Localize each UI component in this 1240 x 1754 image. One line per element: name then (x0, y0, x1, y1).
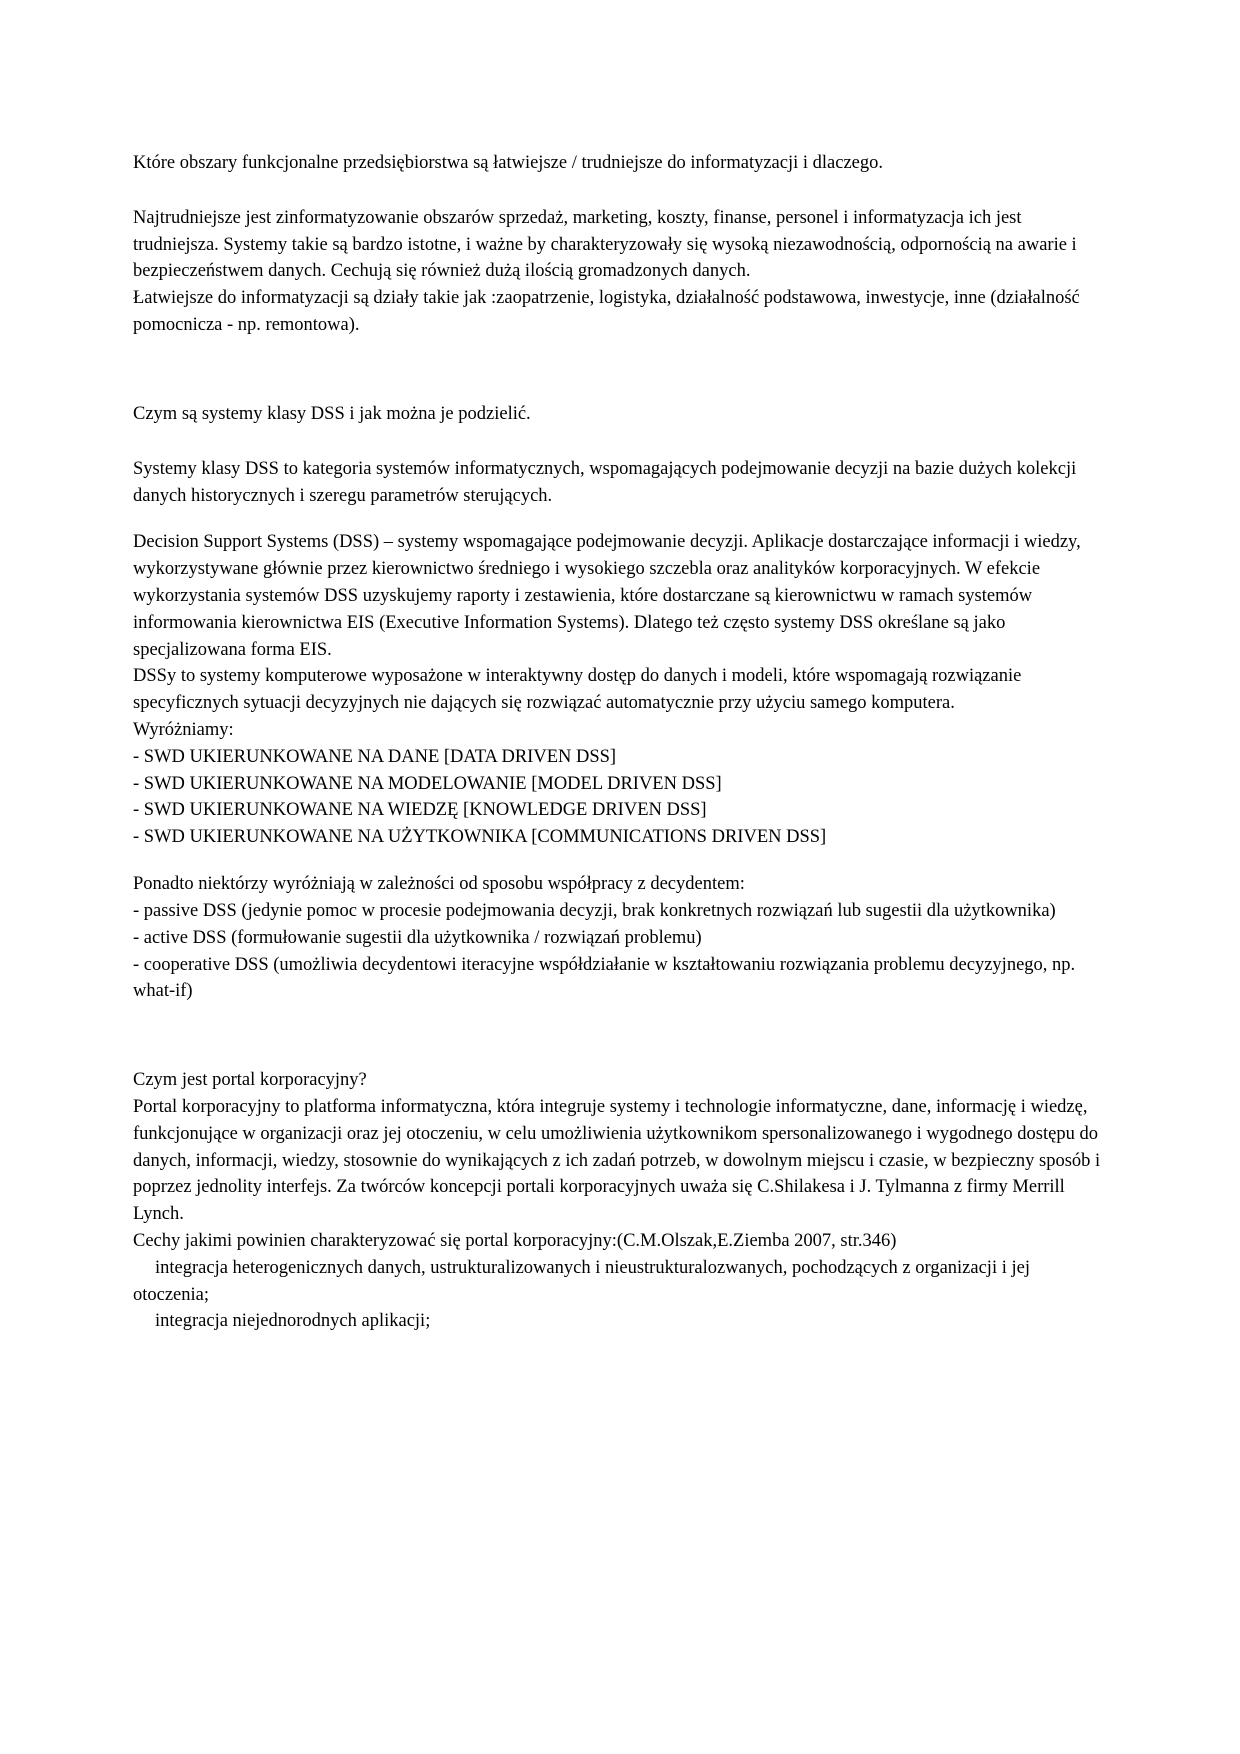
document-body (133, 150, 1110, 1335)
section-heading-dss: Czym są systemy klasy DSS i jak można je podzielić. (133, 403, 531, 424)
paragraph-dss-detail: Decision Support Systems (DSS) – systemy wspomagające podejmowanie decyzji. Aplikacje dostarczające informacji i wiedzy, wykorzystywane głównie przez kierownictwo średniego i wysokiego szczebla oraz analityków korporacyjnych. W efekcie wykorzystania systemów DSS uzyskujemy raporty i zestawienia, które dostarczane są kierownictwu w ramach systemów informowania kierownictwa EIS (Executive Information Systems). Dlatego też często systemy DSS określane są jako specjalizowana forma EIS. (133, 532, 1081, 660)
section-heading-functional-areas: Które obszary funkcjonalne przedsiębiorstwa są łatwiejsze / trudniejsze do informatyzacji i dlaczego. (133, 153, 883, 173)
list-item: integracja heterogenicznych danych, ustrukturalizowanych i nieustrukturalozwanych, pochodzących z organizacji i jej otoczenia; (133, 1257, 1030, 1305)
list-item: - SWD UKIERUNKOWANE NA UŻYTKOWNIKA [COMMUNICATIONS DRIVEN DSS] (133, 827, 827, 848)
list-item: - passive DSS (jedynie pomoc w procesie podejmowania decyzji, brak konkretnych rozwiązań lub sugestii dla użytkownika) (133, 900, 1056, 921)
list-item: - SWD UKIERUNKOWANE NA WIEDZĘ [KNOWLEDGE DRIVEN DSS] (133, 800, 707, 821)
paragraph-portal-definition: Portal korporacyjny to platforma informatyczna, która integruje systemy i technologie informatyczne, dane, informację i wiedzę, funkcjonujące w organizacji oraz jej otoczeniu, w celu umożliwienia użytkownikom spersonalizowanego i wygodnego dostępu do danych, informacji, wiedzy, stosownie do wynikających z ich zadań potrzeb, w dowolnym miejscu i czasie, w bezpieczny sposób i poprzez jednolity interfejs. Za twórców koncepcji portali korporacyjnych uważa się C.Shilakesa i J. Tylmanna z firmy Merrill Lynch. (133, 1096, 1101, 1225)
paragraph-dss-definition: Systemy klasy DSS to kategoria systemów informatycznych, wspomagających podejmowanie decyzji na bazie dużych kolekcji danych historycznych i szeregu parametrów sterujących. (133, 458, 1077, 506)
paragraph-portal-features-intro: Cechy jakimi powinien charakteryzować się portal korporacyjny:(C.M.Olszak,E.Ziemba 2007, str.346) (133, 1231, 897, 1251)
label-wyrozniamy: Wyróżniamy: (133, 720, 234, 740)
paragraph-dss-systems: DSSy to systemy komputerowe wyposażone w interaktywny dostęp do danych i modeli, które wspomagają rozwiązanie specyficznych sytuacji decyzyjnych nie dających się rozwiązać automatycznie przy użyciu samego komputera. (133, 666, 1022, 714)
list-item: integracja niejednorodnych aplikacji; (155, 1311, 431, 1332)
list-item: - SWD UKIERUNKOWANE NA DANE [DATA DRIVEN DSS] (133, 746, 617, 767)
list-item: - SWD UKIERUNKOWANE NA MODELOWANIE [MODEL DRIVEN DSS] (133, 773, 722, 794)
list-item: - cooperative DSS (umożliwia decydentowi iteracyjne współdziałanie w kształtowaniu rozwiązania problemu decyzyjnego, np. what-if) (133, 954, 1076, 1002)
paragraph-easier-areas: Łatwiejsze do informatyzacji są działy takie jak :zaopatrzenie, logistyka, działalność podstawowa, inwestycje, inne (działalność pomocnicza - np. remontowa). (133, 288, 1080, 336)
list-item: - active DSS (formułowanie sugestii dla użytkownika / rozwiązań problemu) (133, 927, 702, 948)
section-heading-corporate-portal: Czym jest portal korporacyjny? (133, 1070, 367, 1091)
paragraph-dss-cooperation: Ponadto niektórzy wyróżniają w zależności od sposobu współpracy z decydentem: (133, 874, 745, 895)
paragraph-hardest-areas: Najtrudniejsze jest zinformatyzowanie obszarów sprzedaż, marketing, koszty, finanse, personel i informatyzacja ich jest trudniejsza. Systemy takie są bardzo istotne, i ważne by charakteryzowały się wysoką niezawodnością, odpornością na awarie i bezpieczeństwem danych. Cechują się również dużą ilością gromadzonych danych. (133, 207, 1077, 282)
